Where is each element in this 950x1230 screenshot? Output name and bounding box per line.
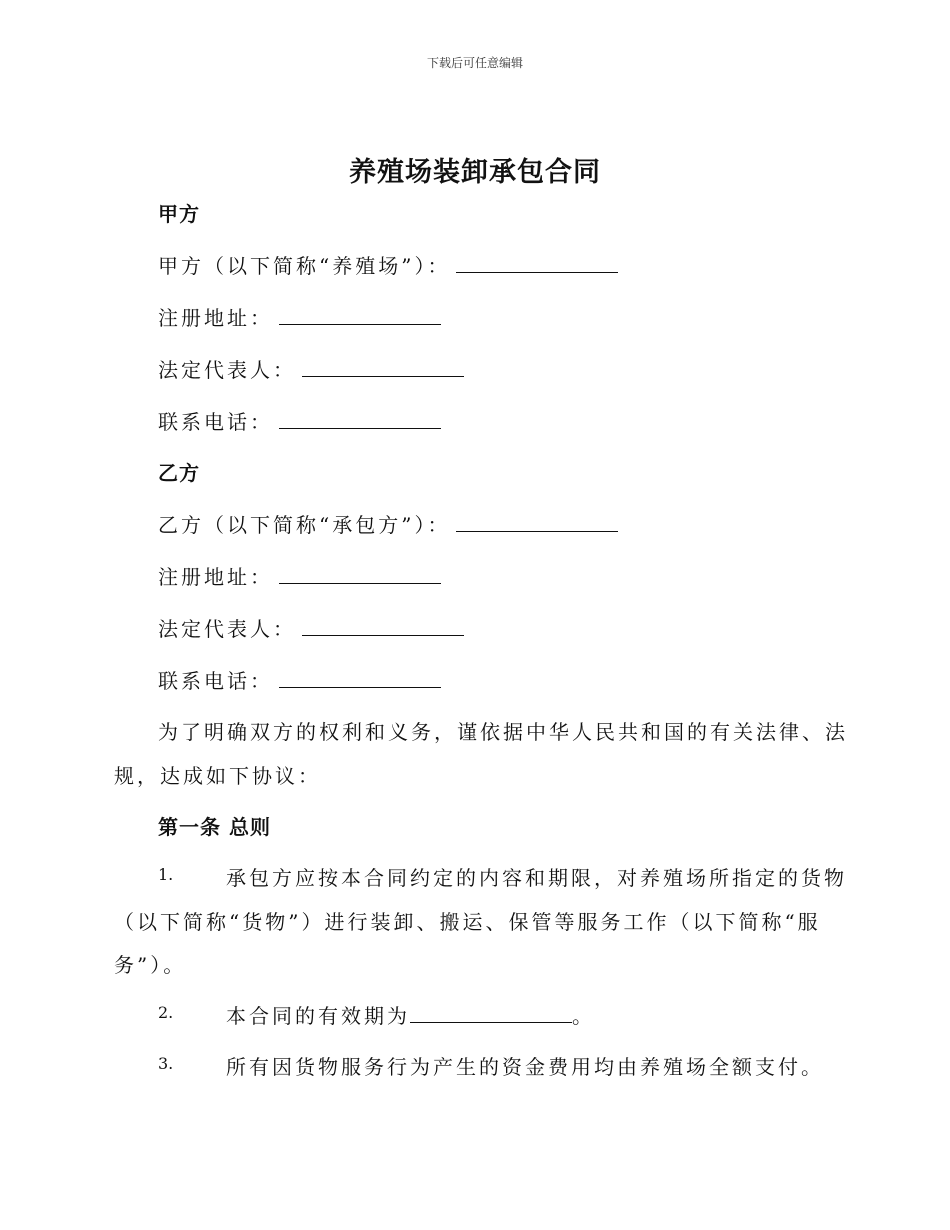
intro-line-1: 为了明确双方的权利和义务，谨依据中华人民共和国的有关法律、法 [158, 720, 848, 744]
party-b-phone-row [158, 665, 441, 694]
validity-period-blank[interactable] [410, 1004, 572, 1023]
party-a-phone-row [158, 406, 441, 435]
party-b-name-label: 乙方（以下简称“承包方”）： [158, 513, 451, 537]
item-2-text: 本合同的有效期为 [226, 1004, 410, 1028]
item-2-suffix: 。 [572, 1004, 595, 1028]
party-a-phone-blank[interactable] [279, 410, 441, 429]
party-b-name-blank[interactable] [456, 513, 618, 532]
party-a-address-row [158, 302, 441, 331]
item-1-line-3: 务”）。 [114, 953, 187, 977]
party-b-address-row [158, 561, 441, 590]
party-b-phone-blank[interactable] [279, 669, 441, 688]
party-a-rep-row [158, 354, 464, 383]
party-b-address-blank[interactable] [279, 565, 441, 584]
party-b-rep-blank[interactable] [302, 617, 464, 636]
party-a-rep-label: 法定代表人： [158, 358, 296, 382]
party-a-name-label: 甲方（以下简称“养殖场”）： [158, 254, 451, 278]
party-a-phone-label: 联系电话： [158, 410, 273, 434]
party-b-name-row [158, 509, 618, 538]
party-a-name-row [158, 250, 618, 279]
party-a-rep-blank[interactable] [302, 358, 464, 377]
party-b-rep-label: 法定代表人： [158, 617, 296, 641]
item-1-line-2: （以下简称“货物”）进行装卸、搬运、保管等服务工作（以下简称“服 [114, 910, 821, 934]
item-2-row [226, 1000, 595, 1029]
item-1-number: 1. [158, 865, 174, 884]
party-a-address-blank[interactable] [279, 306, 441, 325]
document-title: 养殖场装卸承包合同 [349, 157, 601, 188]
party-b-phone-label: 联系电话： [158, 669, 273, 693]
party-b-address-label: 注册地址： [158, 565, 273, 589]
page-header-note: 下载后可任意编辑 [426, 56, 523, 70]
intro-line-2: 规，达成如下协议： [114, 764, 321, 788]
party-b-heading: 乙方 [158, 461, 200, 485]
item-1-line-1: 承包方应按本合同约定的内容和期限，对养殖场所指定的货物 [226, 866, 847, 890]
party-a-name-blank[interactable] [456, 254, 618, 273]
item-3-number: 3. [158, 1054, 174, 1073]
item-2-number: 2. [158, 1003, 174, 1022]
party-b-rep-row [158, 613, 464, 642]
party-a-address-label: 注册地址： [158, 306, 273, 330]
article-1-heading: 第一条 总则 [158, 815, 271, 839]
party-a-heading: 甲方 [158, 202, 200, 226]
item-3-text: 所有因货物服务行为产生的资金费用均由养殖场全额支付。 [226, 1055, 824, 1079]
